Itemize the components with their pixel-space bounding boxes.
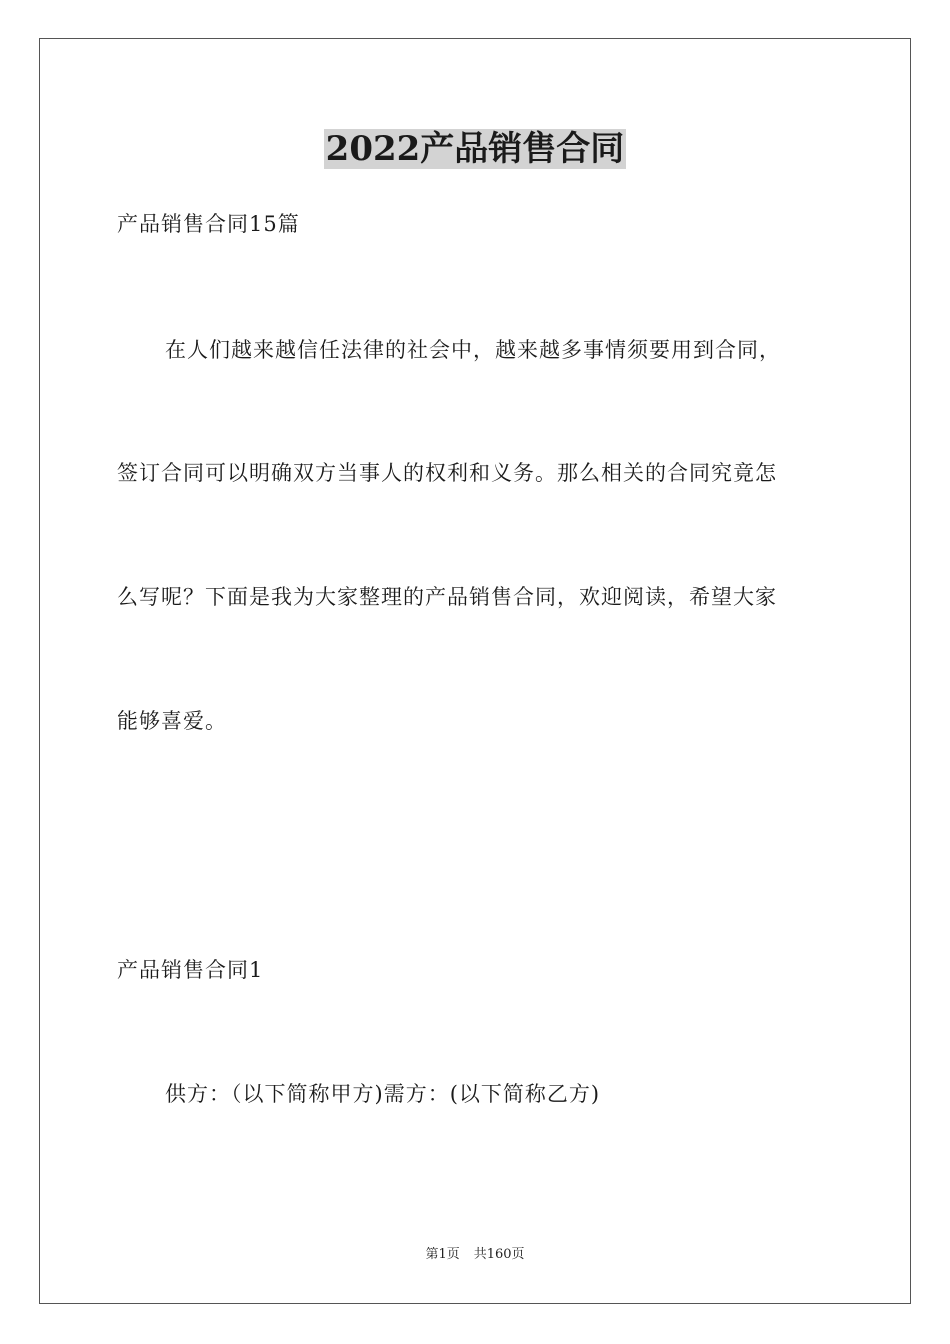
intro-paragraph-line-1: 在人们越来越信任法律的社会中，越来越多事情须要用到合同， <box>165 338 781 362</box>
intro-paragraph-line-4: 能够喜爱。 <box>117 709 227 733</box>
intro-paragraph-line-2: 签订合同可以明确双方当事人的权利和义务。那么相关的合同究竟怎 <box>117 461 777 485</box>
total-pages-label: 共160页 <box>473 1247 525 1262</box>
intro-paragraph-line-3: 么写呢？下面是我为大家整理的产品销售合同，欢迎阅读，希望大家 <box>117 585 777 609</box>
page-number-label: 第1页 <box>425 1247 460 1262</box>
section-heading: 产品销售合同1 <box>117 958 264 982</box>
document-title-text: 2022产品销售合同 <box>325 129 625 169</box>
page-footer <box>0 1246 950 1264</box>
parties-line: 供方：（以下简称甲方)需方：(以下简称乙方) <box>165 1082 601 1106</box>
document-title <box>0 125 950 173</box>
document-subtitle: 产品销售合同15篇 <box>117 212 300 236</box>
